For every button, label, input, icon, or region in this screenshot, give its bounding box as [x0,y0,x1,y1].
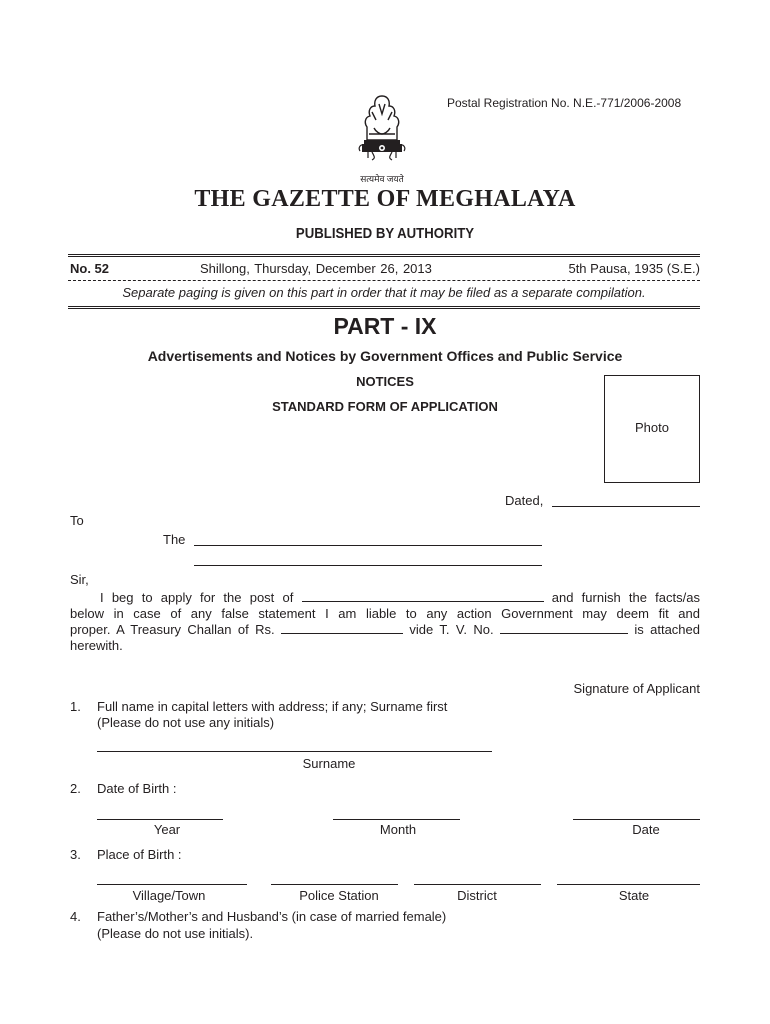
part-subtitle: Advertisements and Notices by Government Offices and Public Service [147,348,623,364]
salutation: Sir, [70,572,89,587]
item-2-text: Date of Birth : [97,781,177,796]
surname-label: Surname [302,756,356,771]
part-title: PART - IX [333,313,437,339]
emblem-motto: सत्यमेव जयते [360,174,404,184]
district-field[interactable] [414,884,541,885]
birth-date-field[interactable] [573,819,700,820]
month-label: Month [379,822,417,837]
challan-amount-field[interactable] [281,622,403,634]
birth-year-field[interactable] [97,819,223,820]
the-label: The [163,532,186,547]
signature-of-applicant: Signature of Applicant [573,681,700,696]
national-emblem [346,92,418,184]
village-town-field[interactable] [97,884,247,885]
gazette-place-date: Shillong, Thursday, December 26, 2013 [200,261,432,276]
header-rule-top-2 [68,256,700,257]
header-rule-mid [68,280,700,281]
gazette-number: No. 52 [70,261,110,276]
state-label: State [618,888,650,903]
to-label: To [70,513,84,528]
published-by-authority: PUBLISHED BY AUTHORITY [295,225,475,242]
header-rule-top [68,254,700,255]
application-body [70,590,700,654]
header-rule-bottom [68,306,700,307]
photo-label: Photo [635,420,669,435]
body-line-3: proper. A Treasury Challan of Rs. vide T. V. No. is attached [70,622,700,637]
item-1-note: (Please do not use any initials) [97,715,275,730]
item-3-text: Place of Birth : [97,847,182,862]
item-3-number: 3. [70,847,81,862]
item-4-number: 4. [70,909,81,924]
birth-month-field[interactable] [333,819,460,820]
separate-paging-note: Separate paging is given on this part in order that it may be filed as a separate compilation. [122,285,646,300]
item-2-number: 2. [70,781,81,796]
full-name-field[interactable] [97,751,492,752]
postal-registration: Postal Registration No. N.E.-771/2006-2008 [447,96,682,110]
body-line-4: herewith. [70,638,123,653]
form-title: STANDARD FORM OF APPLICATION [272,399,498,414]
district-label: District [457,888,497,903]
police-station-field[interactable] [271,884,398,885]
item-1-number: 1. [70,699,81,714]
date-label: Date [632,822,660,837]
body-line-1: I beg to apply for the post of and furnish the facts/as [100,590,700,605]
item-4-text: Father’s/Mother’s and Husband’s (in case of married female) [97,909,447,924]
notices-heading: NOTICES [356,374,414,389]
ashoka-lion-capital-icon [346,92,418,184]
gazette-title: THE GAZETTE OF MEGHALAYA [194,186,576,212]
state-field[interactable] [557,884,700,885]
dated-field[interactable] [552,506,700,507]
header-rule-bottom-2 [68,308,700,309]
body-line-2: below in case of any false statement I am liable to any action Government may deem fit and [70,606,700,621]
tv-number-field[interactable] [500,622,628,634]
village-town-label: Village/Town [132,888,206,903]
item-1-text: Full name in capital letters with address; if any; Surname first [97,699,448,714]
gazette-saka-date: 5th Pausa, 1935 (S.E.) [568,261,700,276]
dated-label: Dated, [505,493,544,508]
police-station-label: Police Station [299,888,379,903]
item-4-note: (Please do not use initials). [97,926,254,941]
year-label: Year [153,822,181,837]
addressee-field-1[interactable] [194,545,542,546]
addressee-field-2[interactable] [194,565,542,566]
photo-box[interactable] [604,375,700,483]
post-field[interactable] [302,590,544,602]
